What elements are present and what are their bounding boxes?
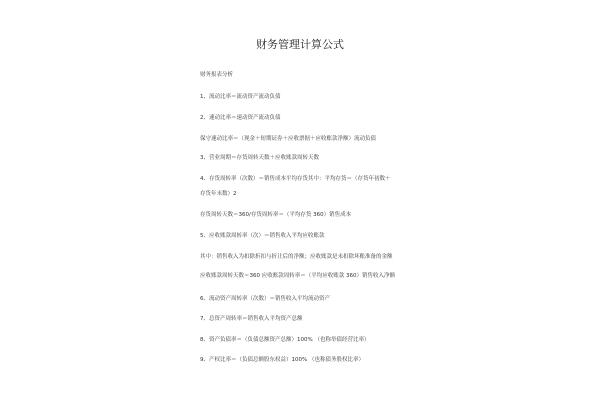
formula-line: 4、存货周转率（次数）＝销售成本平均存货其中：平均存货＝（存货年初数＋: [200, 176, 391, 182]
formula-line: 7、总资产周转率＝销售收入平均资产总额: [200, 316, 303, 322]
formula-line: 9、产权比率＝（负债总额股东权益）100% （也称债务股权比率）: [200, 357, 364, 363]
formula-line: 应收账款周转天数＝360 应收账款周转率＝（平均应收账款 360）销售收入净额: [200, 273, 395, 279]
formula-line: 存货年末数）2: [200, 191, 237, 197]
formula-line: 其中：销售收入为扣除折扣与折让后的净额；应收账款是未扣除坏账准备的金额: [200, 254, 393, 260]
formula-line: 3、营业周期＝存货周转天数＋应收账款周转天数: [200, 155, 320, 161]
formula-line: 保守速动比率＝（现金＋短期证券＋应收票据＋应收账款净额）流动负债: [200, 136, 377, 142]
formula-line: 2、速动比率＝速动资产流动负债: [200, 115, 281, 121]
formula-line: 8、资产负债率＝（负债总额资产总额）100% （也称举债经营比率）: [200, 337, 370, 343]
formula-line: 6、流动资产周转率（次数）＝销售收入平均流动资产: [200, 296, 331, 302]
formula-line: 存货周转天数＝360/存货周转率＝（平均存货 360）销售成本: [200, 212, 352, 218]
page-title: 财务管理计算公式: [256, 38, 344, 51]
formula-line: 1、流动比率＝流动资产流动负债: [200, 94, 281, 100]
section-heading: 财务报表分析: [200, 72, 234, 78]
formula-line: 5、应收账款周转率（次）＝销售收入平均应收账款: [200, 233, 325, 239]
